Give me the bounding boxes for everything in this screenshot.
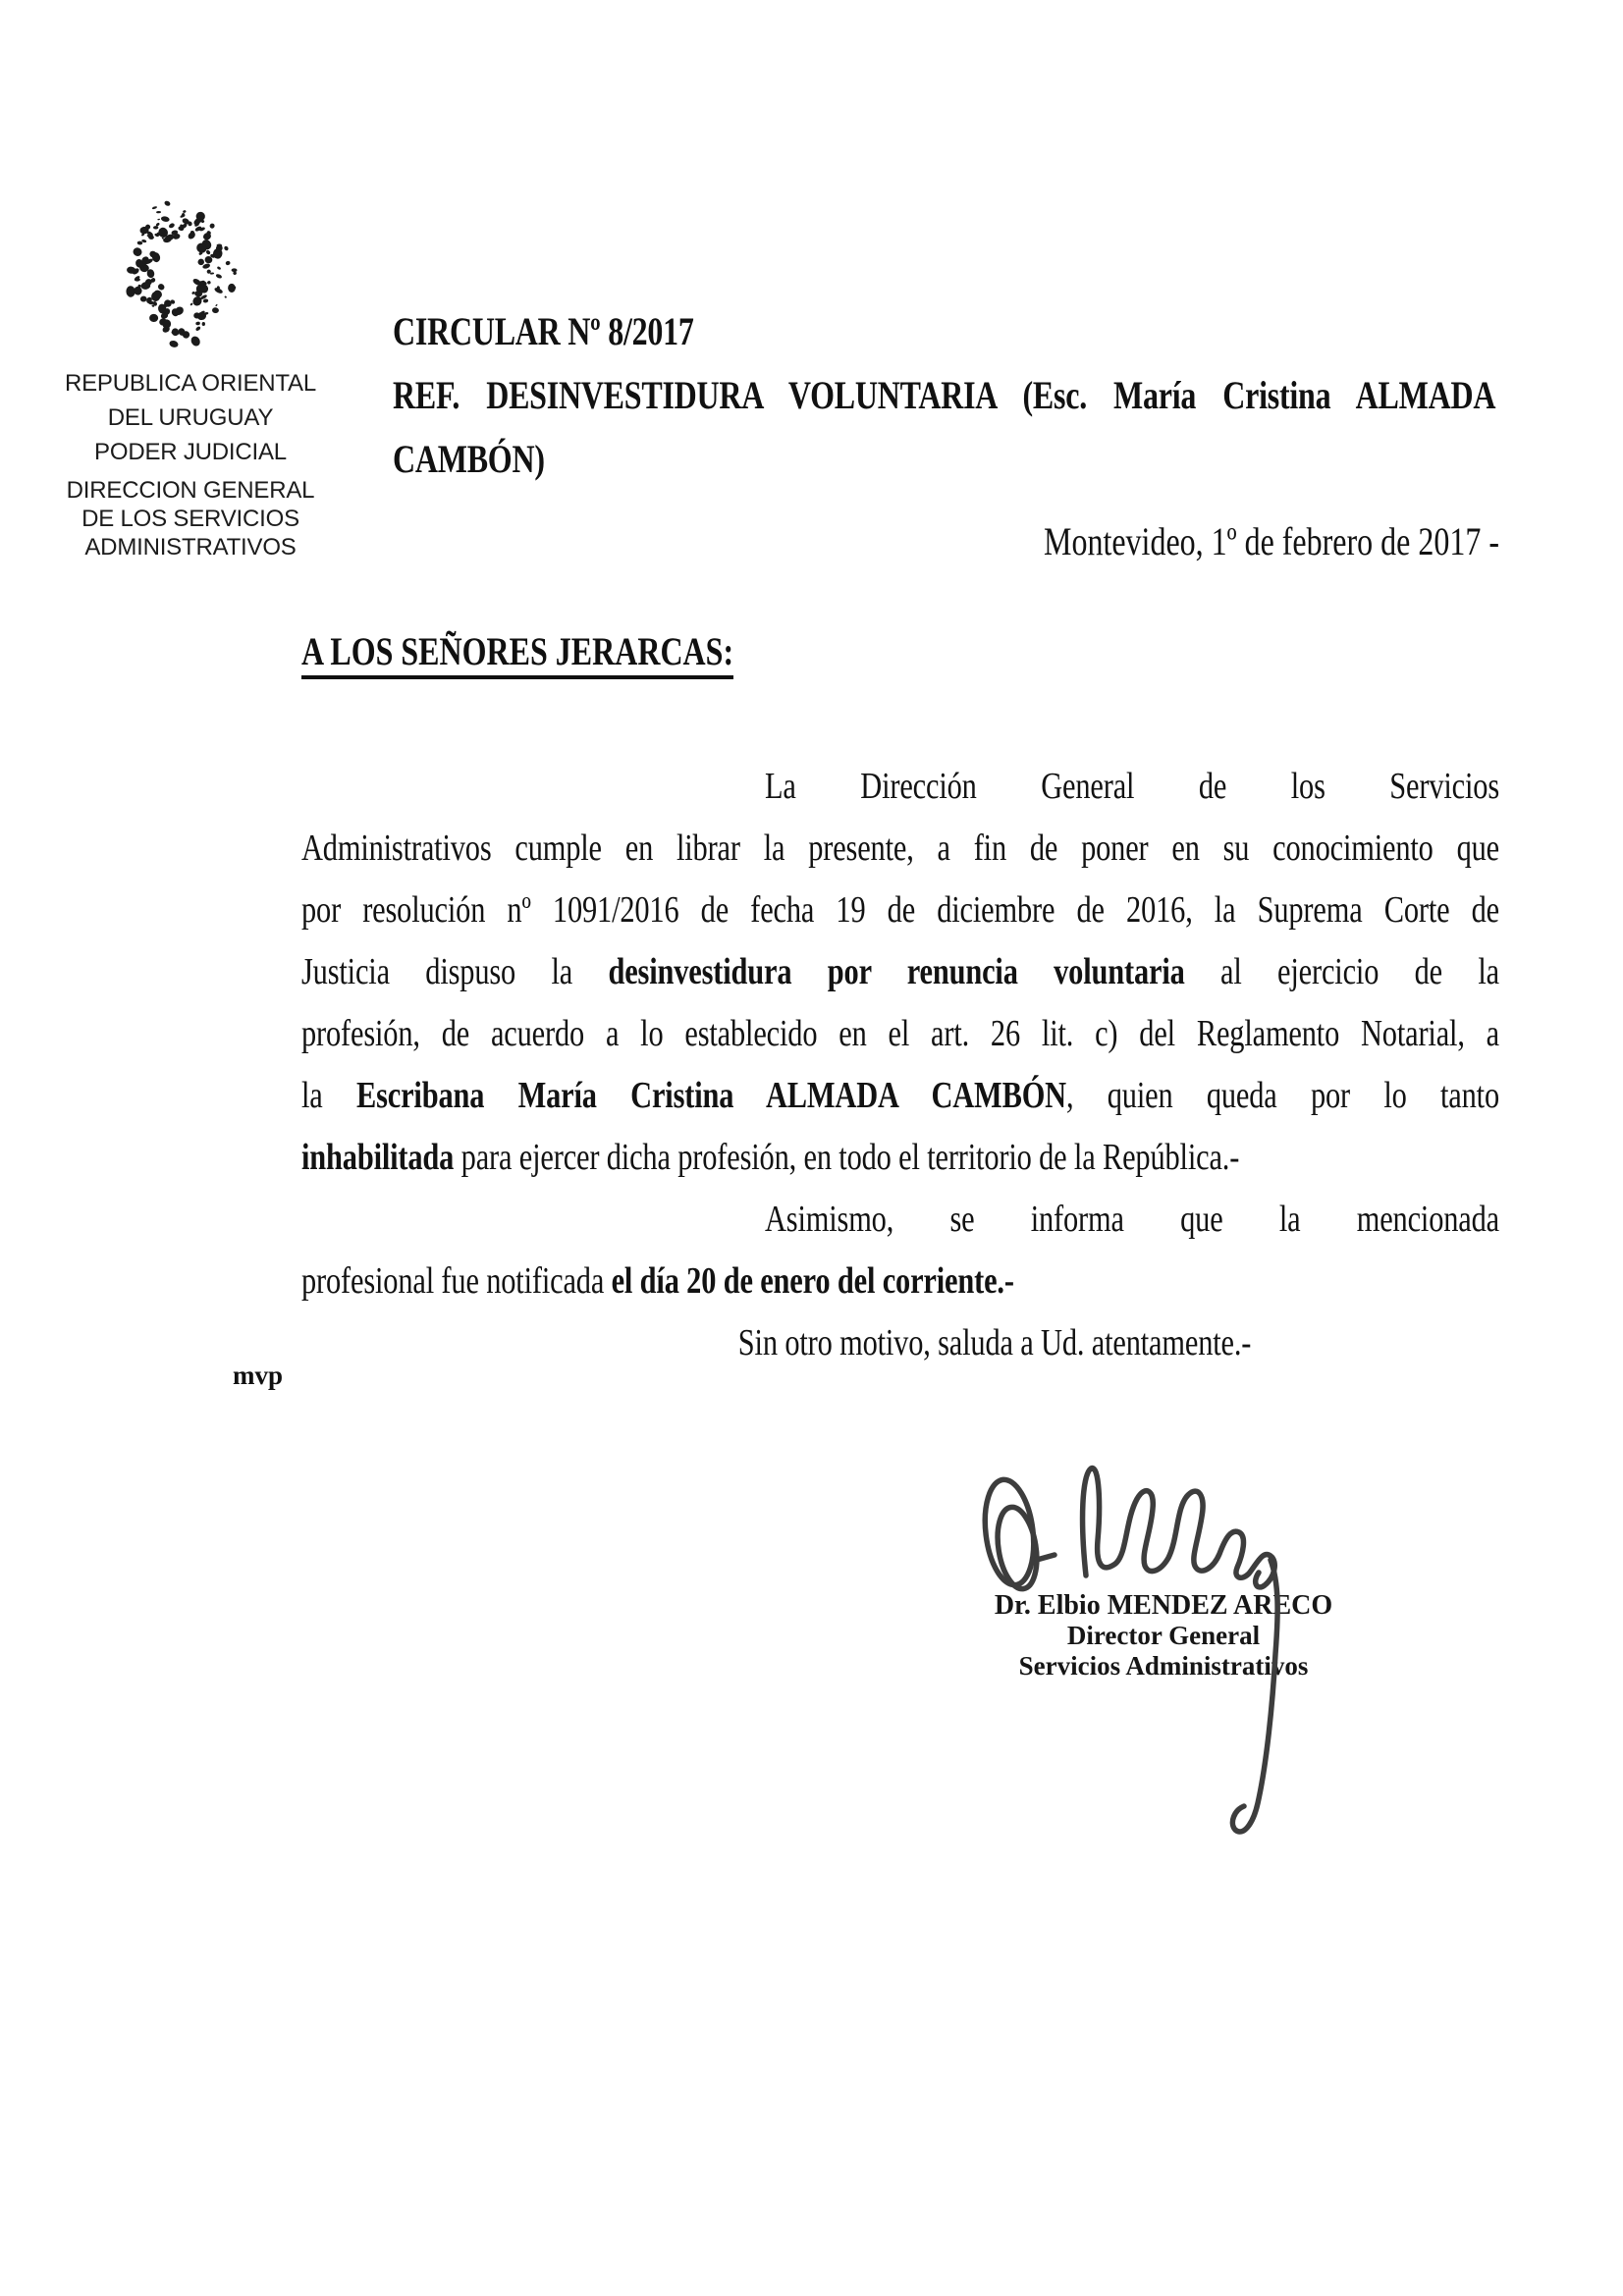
body-paragraph-line: la Escribana María Cristina ALMADA CAMBÓN, quien queda por lo tanto [301, 1075, 1499, 1116]
date-line: Montevideo, 1º de febrero de 2017 - [1044, 519, 1499, 563]
body-paragraph-line: profesión, de acuerdo a lo establecido en el art. 26 lit. c) del Reglamento Notarial, a [301, 1013, 1499, 1054]
body-paragraph-line: por resolución nº 1091/2016 de fecha 19 de diciembre de 2016, la Suprema Corte de [301, 889, 1499, 931]
body-paragraph-line: Justicia dispuso la desinvestidura por renuncia voluntaria al ejercicio de la [301, 951, 1499, 992]
letterhead-line: ADMINISTRATIVOS [84, 534, 297, 561]
signature-image [972, 1456, 1316, 1848]
letterhead-gap [33, 469, 348, 476]
title-block [393, 299, 1495, 491]
salutation-heading [301, 628, 851, 679]
letterhead-line: DE LOS SERVICIOS [81, 506, 299, 532]
typist-initials: mvp [233, 1361, 284, 1390]
body-paragraph-line: inhabilitada para ejercer dicha profesión, en todo el territorio de la República.- [301, 1137, 1240, 1178]
body-paragraph-line: Administrativos cumple en librar la presente, a fin de poner en su conocimiento que [301, 828, 1499, 869]
letterhead-line: REPUBLICA ORIENTAL [64, 370, 317, 397]
body-paragraph-line: Asimismo, se informa que la mencionada [765, 1199, 1499, 1240]
letterhead-line: DIRECCION GENERAL [66, 477, 315, 504]
body-paragraph-line: profesional fue notificada el día 20 de enero del corriente.- [301, 1260, 1014, 1302]
reference-line: CAMBÓN) [393, 437, 545, 481]
letterhead-line: DEL URUGUAY [107, 404, 274, 431]
body-paragraph-line: Sin otro motivo, saluda a Ud. atentamente.- [737, 1322, 1252, 1363]
reference-line: REF. DESINVESTIDURA VOLUNTARIA (Esc. María Cristina ALMADA [393, 373, 1496, 417]
uruguay-coat-of-arms-image [110, 189, 249, 354]
circular-number: CIRCULAR Nº 8/2017 [393, 309, 694, 353]
letterhead [33, 366, 348, 561]
letterhead-line: PODER JUDICIAL [94, 439, 287, 465]
letter-body [301, 756, 1499, 1374]
signatory-name: Dr. Elbio MENDEZ ARECO [994, 1590, 1333, 1621]
salutation-text: A LOS SEÑORES JERARCAS: [301, 628, 733, 679]
body-paragraph-line: La Dirección General de los Servicios [765, 766, 1499, 807]
signatory-title: Director General [1066, 1621, 1261, 1650]
signatory-office: Servicios Administrativos [1018, 1651, 1309, 1681]
